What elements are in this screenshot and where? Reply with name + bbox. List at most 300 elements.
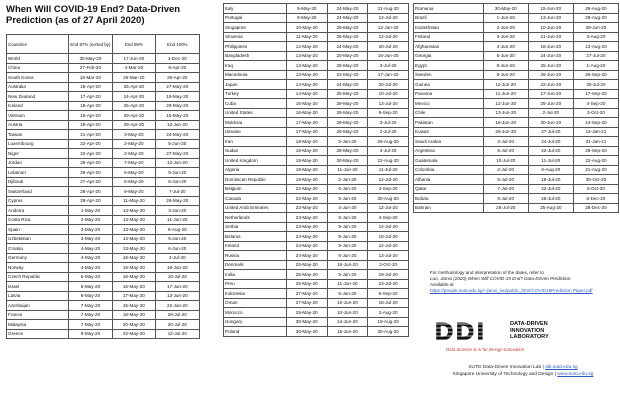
cell-end-99: 25-Mar-20 — [113, 73, 155, 83]
cell-end-100: 6-Jun-20 — [155, 244, 199, 254]
cell-end-99: 16-Jun-20 — [327, 260, 368, 270]
header-end-97: End 97% (sorted by) — [68, 35, 112, 54]
cell-end-97: 3-May-20 — [68, 234, 112, 244]
table-row — [224, 251, 409, 261]
table-row — [414, 99, 619, 109]
cell-end-99: 13-May-20 — [113, 234, 155, 244]
cell-end-97: 7-May-20 — [68, 301, 112, 311]
cell-country: Iran — [224, 137, 287, 147]
cell-end-100: 17-Jun-20 — [368, 70, 409, 80]
cell-end-97: 4-May-20 — [68, 253, 112, 263]
cell-end-97: 3-Jun-20 — [483, 32, 528, 42]
cell-end-100: 3-Jul-20 — [368, 61, 409, 71]
cell-end-97: 23-May-20 — [286, 222, 327, 232]
cell-end-97: 18-Apr-20 — [68, 101, 112, 111]
cell-country: Iceland — [7, 101, 69, 111]
cell-country: Macedonia — [224, 70, 287, 80]
note-line-1: For methodology and interpretation of the dates, refer to — [430, 270, 544, 275]
table-row — [224, 70, 409, 80]
cell-end-97: 27-May-20 — [286, 298, 327, 308]
table-row — [224, 13, 409, 23]
cell-end-100: 12-Jul-20 — [368, 241, 409, 251]
cell-country: Latvia — [7, 291, 69, 301]
cell-end-100: 19-Aug-20 — [368, 317, 409, 327]
cell-end-100: 26-Apr-20 — [155, 73, 199, 83]
cell-country: Spain — [7, 225, 69, 235]
table-row — [7, 158, 200, 168]
cell-country: Andorra — [7, 206, 69, 216]
table-row — [224, 108, 409, 118]
cell-end-100: 12-Jun-20 — [368, 23, 409, 33]
table-row — [414, 118, 619, 128]
cell-end-99: 25-Jun-20 — [528, 99, 573, 109]
cell-country: Guatemala — [414, 156, 484, 166]
cell-country: Lebanon — [7, 168, 69, 178]
table-row — [414, 203, 619, 213]
cell-end-100: 31-Aug-20 — [368, 4, 409, 14]
cell-country: India — [224, 270, 287, 280]
table-row — [224, 289, 409, 299]
cell-end-100: 25-Sep-20 — [573, 146, 618, 156]
cell-country: Chile — [414, 108, 484, 118]
cell-end-97: 17-May-20 — [286, 118, 327, 128]
cell-end-97: 23-May-20 — [286, 213, 327, 223]
cell-country: Egypt — [414, 61, 484, 71]
cell-end-99: 13-May-20 — [113, 206, 155, 216]
cell-end-100: 2-Oct-20 — [368, 260, 409, 270]
table-row — [224, 32, 409, 42]
note-available: Available at — [430, 282, 454, 287]
cell-end-99: 24-May-20 — [327, 42, 368, 52]
cell-end-99: 22-May-20 — [113, 329, 155, 339]
university-website-link[interactable]: www.sutd.edu.sg — [557, 372, 594, 377]
page-title: When Will COVID-19 End? Data-Driven Prediction (as of 27 April 2020) — [6, 4, 181, 26]
table-row — [414, 175, 619, 185]
table-row — [224, 308, 409, 318]
cell-end-97: 11-Jun-20 — [483, 80, 528, 90]
cell-end-100: 12-Jul-20 — [368, 13, 409, 23]
cell-country: France — [7, 310, 69, 320]
ddi-logo — [434, 318, 614, 358]
cell-end-99: 16-May-20 — [113, 253, 155, 263]
cell-end-100: 30-Jul-20 — [573, 80, 618, 90]
cell-end-99: 17-May-20 — [113, 291, 155, 301]
cell-country: Niger — [7, 149, 69, 159]
cell-end-97: 28-Apr-20 — [68, 187, 112, 197]
table-row — [7, 215, 200, 225]
cell-country: United States — [224, 108, 287, 118]
table-row — [7, 101, 200, 111]
cell-end-99: 6-May-20 — [113, 168, 155, 178]
table-row — [224, 327, 409, 337]
cell-country: Azerbaijan — [7, 301, 69, 311]
cell-end-100: 31-Jan-21 — [573, 137, 618, 147]
cell-end-100: 13-Jun-20 — [155, 291, 199, 301]
cell-end-99: 11-Jul-20 — [528, 156, 573, 166]
table-header-row — [7, 35, 200, 54]
logo-tagline: Data Science & AI for Design Innovation — [446, 347, 525, 352]
cell-country: United Arab Emirates — [224, 203, 287, 213]
cell-end-97: 13-May-20 — [286, 61, 327, 71]
cell-country: Austria — [7, 120, 69, 130]
cell-end-99: 10-Jun-20 — [327, 308, 368, 318]
table-row — [224, 203, 409, 213]
cell-end-97: 8-Jun-20 — [483, 61, 528, 71]
cell-end-100: 10-Jul-20 — [155, 272, 199, 282]
cell-end-100: 7-Jul-20 — [155, 187, 199, 197]
cell-end-100: 12-Jul-20 — [368, 222, 409, 232]
cell-country: Iraq — [224, 61, 287, 71]
table-row — [7, 139, 200, 149]
table-row — [414, 127, 619, 137]
cell-end-100: 6-Dec-20 — [573, 194, 618, 204]
table-row — [7, 54, 200, 64]
cell-end-100: 3-Jul-20 — [368, 118, 409, 128]
cell-end-100: 18-Jun-20 — [155, 263, 199, 273]
table-row — [224, 118, 409, 128]
cell-end-100: 12-Jul-20 — [368, 203, 409, 213]
cell-end-100: 3-Jun-20 — [155, 206, 199, 216]
cell-end-97: 30-May-20 — [286, 317, 327, 327]
cell-end-97: 21-Apr-20 — [68, 130, 112, 140]
cell-end-97: 17-May-20 — [286, 127, 327, 137]
cell-end-97: 26-Jul-20 — [483, 203, 528, 213]
table-row — [224, 260, 409, 270]
cell-end-100: 9-Sep-20 — [368, 108, 409, 118]
table-row — [224, 165, 409, 175]
cell-end-99: 24-Jul-20 — [528, 137, 573, 147]
cell-end-100: 19-May-20 — [155, 92, 199, 102]
cell-end-99: 15-Jun-20 — [327, 327, 368, 337]
cell-end-97: 3-Jul-20 — [483, 137, 528, 147]
cell-end-97: 11-Jun-20 — [483, 89, 528, 99]
cell-end-99: 20-May-20 — [113, 320, 155, 330]
cell-end-99: 30-May-20 — [327, 156, 368, 166]
cell-end-99: 2-Jun-20 — [327, 175, 368, 185]
table-row — [7, 329, 200, 339]
header-end-100: End 100% — [155, 35, 199, 54]
cell-end-97: 13-Jun-20 — [483, 108, 528, 118]
cell-end-99: 29-May-20 — [327, 99, 368, 109]
cell-end-97: 1-May-20 — [68, 206, 112, 216]
cell-country: Singapore — [224, 23, 287, 33]
cell-end-99: 29-Apr-20 — [113, 120, 155, 130]
cell-end-97: 4-May-20 — [68, 263, 112, 273]
table-row — [7, 120, 200, 130]
cell-end-100: 19-Jul-20 — [368, 270, 409, 280]
cell-end-97: 22-Apr-20 — [68, 149, 112, 159]
table-row — [7, 111, 200, 121]
cell-end-100: 26-May-20 — [155, 196, 199, 206]
cell-end-97: 17-Apr-20 — [68, 92, 112, 102]
cell-end-99: 24-May-20 — [327, 80, 368, 90]
cell-end-97: 10-Jul-20 — [483, 156, 528, 166]
cell-end-97: 25-May-20 — [286, 270, 327, 280]
cell-end-100: 27-May-20 — [155, 149, 199, 159]
cell-end-99: 23-May-20 — [327, 70, 368, 80]
cell-end-97: 25-May-20 — [286, 279, 327, 289]
cell-end-100: 3-Aug-20 — [573, 32, 618, 42]
cell-country: Qatar — [414, 184, 484, 194]
cell-end-97: 18-Mar-20 — [68, 73, 112, 83]
cell-country: Germany — [7, 253, 69, 263]
cell-end-97: 9-May-20 — [286, 13, 327, 23]
cell-country: Panama — [414, 89, 484, 99]
cell-country: Jordan — [7, 158, 69, 168]
cell-end-99: 25-May-20 — [327, 23, 368, 33]
cell-end-97: 14-May-20 — [286, 80, 327, 90]
table-row — [7, 234, 200, 244]
table-row — [7, 225, 200, 235]
cell-end-99: 18-Jun-20 — [528, 42, 573, 52]
cell-country: Switzerland — [7, 187, 69, 197]
table-row — [224, 241, 409, 251]
cell-end-99: 13-May-20 — [113, 225, 155, 235]
cell-end-99: 29-May-20 — [327, 118, 368, 128]
table-row — [414, 32, 619, 42]
cell-end-100: 13-Aug-20 — [573, 42, 618, 52]
table-row — [7, 73, 200, 83]
footer-line-2 — [430, 371, 616, 378]
cell-end-99: 8-Jun-20 — [327, 213, 368, 223]
cell-end-99: 2-May-20 — [113, 149, 155, 159]
table-row — [224, 137, 409, 147]
cell-end-99: 15-May-20 — [113, 301, 155, 311]
table-row — [224, 270, 409, 280]
cell-end-97: 18-May-20 — [286, 146, 327, 156]
table-row — [7, 253, 200, 263]
cell-end-99: 2-May-20 — [113, 139, 155, 149]
prediction-table-b — [223, 3, 409, 337]
logo-line-1: DATA-DRIVEN — [510, 321, 548, 327]
cell-country: Malaysia — [7, 320, 69, 330]
cell-end-97: 4-Jun-20 — [483, 42, 528, 52]
cell-end-99: 28-May-20 — [327, 108, 368, 118]
cell-end-97: 25-May-20 — [286, 260, 327, 270]
cell-country: Canada — [224, 194, 287, 204]
logo-lab-name — [510, 321, 610, 341]
lab-website-link[interactable]: ddi.sutd.edu.sg — [545, 365, 578, 370]
cell-end-99: 4-Jun-20 — [327, 203, 368, 213]
cell-end-97: 10-May-20 — [286, 23, 327, 33]
cell-country: China — [7, 63, 69, 73]
cell-end-100: 27-Jul-20 — [573, 51, 618, 61]
cell-end-100: 4-Sep-20 — [573, 99, 618, 109]
cell-end-99: 14-Jun-20 — [327, 317, 368, 327]
ddi-logo-mark: DDI — [434, 318, 486, 346]
cell-end-97: 13-May-20 — [286, 70, 327, 80]
cell-end-100: 17-Sep-20 — [573, 89, 618, 99]
cell-end-100: 12-Jul-20 — [368, 175, 409, 185]
cell-country: Saudi Arabia — [414, 137, 484, 147]
table-row — [224, 213, 409, 223]
table-row — [7, 282, 200, 292]
cell-end-100: 12-Jun-20 — [155, 158, 199, 168]
cell-end-100: 9-Aug-20 — [155, 225, 199, 235]
cell-end-99: 29-Apr-20 — [113, 111, 155, 121]
cell-end-99: 25-Apr-20 — [113, 101, 155, 111]
cell-end-97: 3-May-20 — [68, 225, 112, 235]
cell-end-97: 16-May-20 — [286, 99, 327, 109]
cell-end-97: 29-Apr-20 — [68, 196, 112, 206]
cell-end-100: 30-Aug-20 — [368, 327, 409, 337]
table-row — [7, 177, 200, 187]
cell-end-100: 11-Jul-20 — [368, 165, 409, 175]
cell-country: Sudan — [224, 146, 287, 156]
cell-end-100: 20-Jul-20 — [155, 320, 199, 330]
table-row — [414, 23, 619, 33]
cell-country: Luxembourg — [7, 139, 69, 149]
cell-end-99: 2-Jul-20 — [528, 108, 573, 118]
table-column-c — [413, 3, 619, 213]
cell-end-100: 18-Jul-20 — [368, 298, 409, 308]
cell-end-100: 2-Jul-20 — [368, 127, 409, 137]
table-row — [7, 272, 200, 282]
cell-end-100: 5-Jun-20 — [155, 234, 199, 244]
logo-line-2: INNOVATION — [510, 327, 545, 334]
cell-end-99: 21-Jun-20 — [528, 32, 573, 42]
table-row — [224, 298, 409, 308]
cell-end-97: 27-May-20 — [286, 289, 327, 299]
table-row — [7, 187, 200, 197]
cell-end-97: 22-May-20 — [286, 203, 327, 213]
cell-end-97: 2-May-20 — [68, 215, 112, 225]
cell-end-100: 15-May-20 — [155, 111, 199, 121]
table-row — [224, 222, 409, 232]
cell-country: Belgium — [224, 184, 287, 194]
cell-country: Afghanistan — [414, 42, 484, 52]
table-row — [224, 232, 409, 242]
cell-end-100: 23-Jul-20 — [368, 279, 409, 289]
table-row — [224, 89, 409, 99]
cell-end-99: 25-May-20 — [327, 32, 368, 42]
cell-end-97: 24-May-20 — [286, 251, 327, 261]
table-row — [7, 310, 200, 320]
cell-end-97: 11-May-20 — [286, 32, 327, 42]
cell-end-99: 9-Jun-20 — [327, 241, 368, 251]
cell-country: Belarus — [224, 232, 287, 242]
cell-end-99: 20-May-20 — [327, 51, 368, 61]
cell-end-100: 4-Jul-20 — [368, 146, 409, 156]
cell-end-100: 29-Jun-20 — [573, 23, 618, 33]
cell-country: Algeria — [224, 165, 287, 175]
cell-country: Djibouti — [7, 177, 69, 187]
cell-end-99: 13-May-20 — [113, 215, 155, 225]
table-row — [7, 244, 200, 254]
cell-country: Australia — [7, 82, 69, 92]
cell-country: Indonesia — [224, 289, 287, 299]
cell-end-97: 18-May-20 — [286, 137, 327, 147]
cell-country: Netherlands — [224, 213, 287, 223]
table-row — [7, 130, 200, 140]
cell-end-100: 12-Jul-20 — [368, 32, 409, 42]
cell-end-99: 5-Jun-20 — [327, 270, 368, 280]
cell-end-100: 4-Sep-20 — [368, 213, 409, 223]
cell-end-100: 16-Jun-20 — [368, 51, 409, 61]
table-row — [414, 4, 619, 14]
cell-country: Japan — [224, 80, 287, 90]
cell-end-97: 9-Jul-20 — [483, 194, 528, 204]
table-row — [7, 63, 200, 73]
cell-end-97: 25-Apr-20 — [68, 158, 112, 168]
cell-end-99: 5-Jun-20 — [327, 137, 368, 147]
cell-country: Italy — [224, 4, 287, 14]
note-citation: Luo, Jianxi (2020) When Will COVID-19 End? Data-Driven Prediction. — [430, 276, 572, 281]
cell-end-99: 7-May-20 — [113, 158, 155, 168]
cell-country: Bahrain — [414, 203, 484, 213]
cell-end-100: 2-Jul-20 — [155, 253, 199, 263]
cell-end-100: 3-Oct-20 — [573, 108, 618, 118]
cell-end-99: 15-Jun-20 — [528, 4, 573, 14]
cell-end-97: 19-May-20 — [286, 175, 327, 185]
table-row — [414, 108, 619, 118]
cell-country: Argentina — [414, 146, 484, 156]
cell-end-97: 9-May-20 — [286, 4, 327, 14]
cell-end-99: 9-Jun-20 — [327, 222, 368, 232]
table-row — [224, 51, 409, 61]
cell-end-97: 24-May-20 — [286, 232, 327, 242]
cell-end-100: 6-Sep-20 — [368, 289, 409, 299]
table-row — [224, 317, 409, 327]
cell-country: Oman — [224, 298, 287, 308]
cell-end-97: 4-May-20 — [68, 244, 112, 254]
cell-end-99: 24-Jun-20 — [528, 51, 573, 61]
footer-university: Singapore University of Technology and Design — [452, 372, 554, 377]
cell-end-100: 1-Aug-20 — [573, 61, 618, 71]
cell-end-99: 25-May-20 — [327, 89, 368, 99]
cell-end-97: 16-May-20 — [286, 108, 327, 118]
cell-end-99: 23-Jul-20 — [528, 184, 573, 194]
cell-end-99: 26-Jun-20 — [528, 70, 573, 80]
cell-country: United Kingdom — [224, 156, 287, 166]
cell-end-100: 5-Jun-20 — [155, 139, 199, 149]
cell-end-97: 22-Apr-20 — [68, 139, 112, 149]
methodology-note — [430, 270, 615, 294]
cell-end-99: 18-Jul-20 — [528, 175, 573, 185]
table-row — [414, 146, 619, 156]
cell-end-100: 22-Jun-20 — [155, 301, 199, 311]
cell-end-97: 9-May-20 — [68, 329, 112, 339]
cell-end-99: 5-Jun-20 — [327, 194, 368, 204]
cell-end-100: 2-Aug-20 — [368, 308, 409, 318]
cell-country: Ireland — [224, 241, 287, 251]
cell-end-99: 6-Jun-20 — [327, 184, 368, 194]
cell-end-97: 5-May-20 — [68, 272, 112, 282]
cell-end-100: 6-Oct-20 — [573, 184, 618, 194]
cell-end-97: 2-Jul-20 — [483, 165, 528, 175]
paper-link[interactable]: https://people.sutd.edu.sg/~jianxi_luo/public_html/COVID19Prediction Paper.pdf — [430, 288, 593, 293]
table-row — [7, 196, 200, 206]
table-row — [224, 99, 409, 109]
cell-end-99: 26-Jul-20 — [528, 194, 573, 204]
logo-stripes-icon — [434, 318, 504, 344]
cell-end-100: 20-Jul-20 — [368, 42, 409, 52]
cell-end-100: 13-Jun-20 — [155, 120, 199, 130]
cell-end-100: 20-Jul-20 — [368, 80, 409, 90]
cell-end-100: 8-Apr-20 — [155, 63, 199, 73]
cell-end-97: 26-Apr-20 — [68, 168, 112, 178]
cell-end-99: 16-May-20 — [113, 272, 155, 282]
cell-country: Colombia — [414, 165, 484, 175]
cell-end-99: 11-Jun-20 — [327, 165, 368, 175]
table-column-b — [223, 3, 409, 337]
cell-end-99: 15-May-20 — [113, 263, 155, 273]
cell-end-97: 22-May-20 — [286, 194, 327, 204]
cell-country: New Zealand — [7, 92, 69, 102]
table-row — [7, 291, 200, 301]
cell-country: Hungary — [224, 317, 287, 327]
cell-end-100: 29-Aug-20 — [573, 13, 618, 23]
